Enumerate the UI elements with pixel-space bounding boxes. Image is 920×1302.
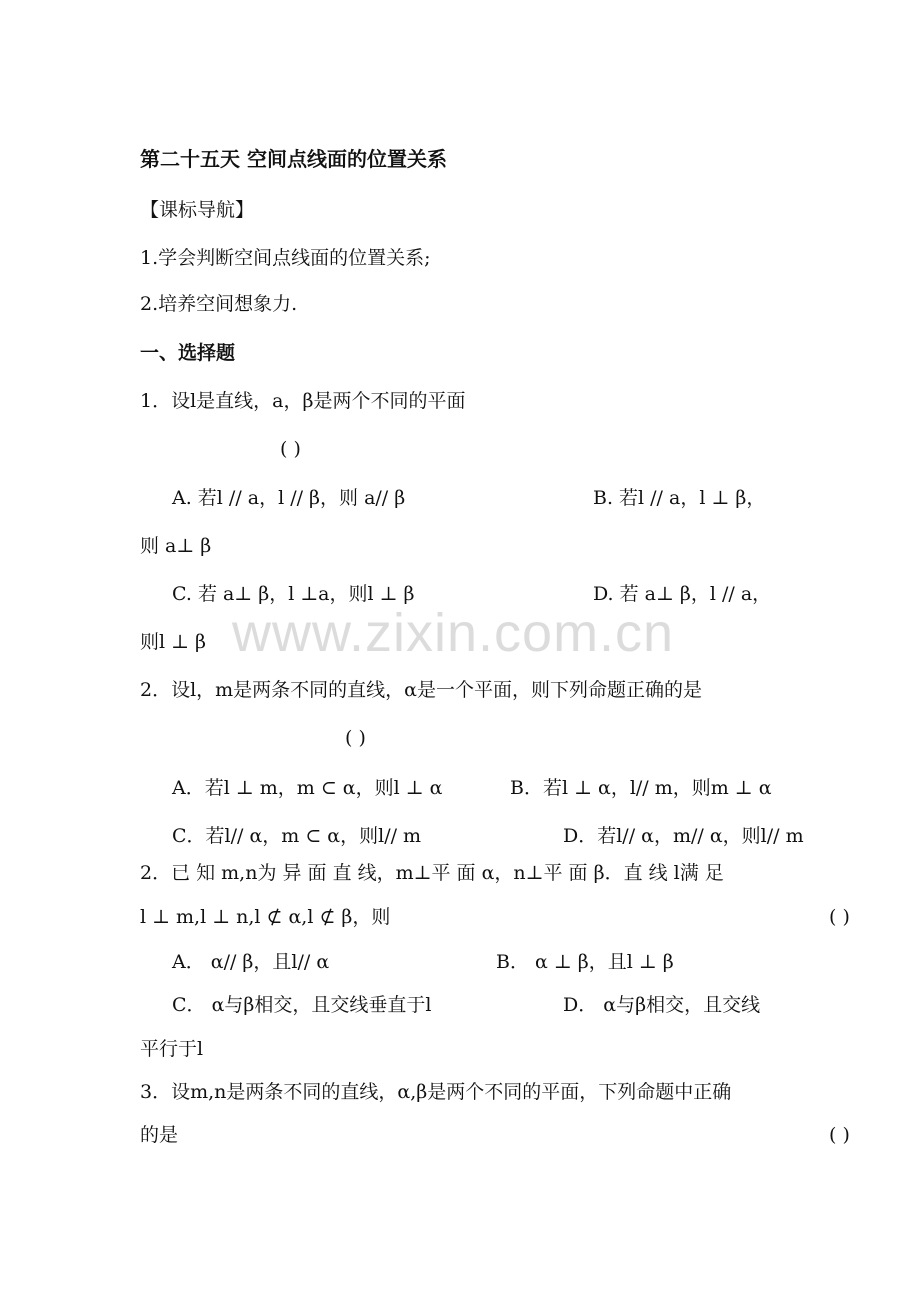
q3-stem-cont: 的是 <box>140 1124 179 1146</box>
q3-answer-paren: ( ) <box>829 1124 850 1146</box>
q2b-option-b: B． α ⊥ β，且l ⊥ β <box>496 951 674 973</box>
q1-stem: 1．设l是直线，a，β是两个不同的平面 <box>140 390 466 412</box>
q1-answer-paren: ( ) <box>280 438 301 460</box>
goal-1: 1.学会判断空间点线面的位置关系; <box>140 247 431 269</box>
q3-stem: 3．设m,n是两条不同的直线，α,β是两个不同的平面，下列命题中正确 <box>140 1081 732 1103</box>
q2b-option-c: C． α与β相交，且交线垂直于l <box>172 994 432 1016</box>
q1-option-d: D. 若 a⊥ β，l // a， <box>593 583 772 605</box>
q1-option-c: C. 若 a⊥ β，l ⊥a，则l ⊥ β <box>172 583 415 605</box>
goal-2: 2.培养空间想象力. <box>140 293 298 315</box>
q2b-option-a: A． α// β，且l// α <box>172 951 330 973</box>
q1-option-a: A. 若l // a，l // β，则 a// β <box>172 487 406 509</box>
q2b-option-d-cont: 平行于l <box>140 1038 204 1060</box>
q2b-option-d: D． α与β相交，且交线 <box>563 994 761 1016</box>
q2-option-c: C．若l// α，m ⊂ α，则l// m <box>172 825 422 847</box>
q2b-answer-paren: ( ) <box>829 906 850 928</box>
section-heading: 一、选择题 <box>140 342 236 364</box>
page-title: 第二十五天 空间点线面的位置关系 <box>140 147 447 171</box>
q2-option-d: D．若l// α，m// α，则l// m <box>563 825 804 847</box>
nav-heading: 【课标导航】 <box>140 199 255 221</box>
q2-answer-paren: ( ) <box>345 727 366 749</box>
q2-option-b: B．若l ⊥ α，l// m，则m ⊥ α <box>510 777 772 799</box>
q2b-stem: 2．已 知 m,n为 异 面 直 线，m⊥平 面 α，n⊥平 面 β．直 线 l满 足 <box>140 862 724 884</box>
q2b-stem-cont: l ⊥ m,l ⊥ n,l ⊄ α,l ⊄ β，则 <box>140 906 391 928</box>
q2-option-a: A．若l ⊥ m，m ⊂ α，则l ⊥ α <box>172 777 443 799</box>
q2-stem: 2．设l，m是两条不同的直线，α是一个平面，则下列命题正确的是 <box>140 679 703 701</box>
watermark: www.zixin.com.cn <box>232 603 675 663</box>
q1-option-d-cont: 则l ⊥ β <box>140 631 207 653</box>
q1-option-b: B. 若l // a，l ⊥ β， <box>593 487 766 509</box>
q1-option-b-cont: 则 a⊥ β <box>140 535 212 557</box>
